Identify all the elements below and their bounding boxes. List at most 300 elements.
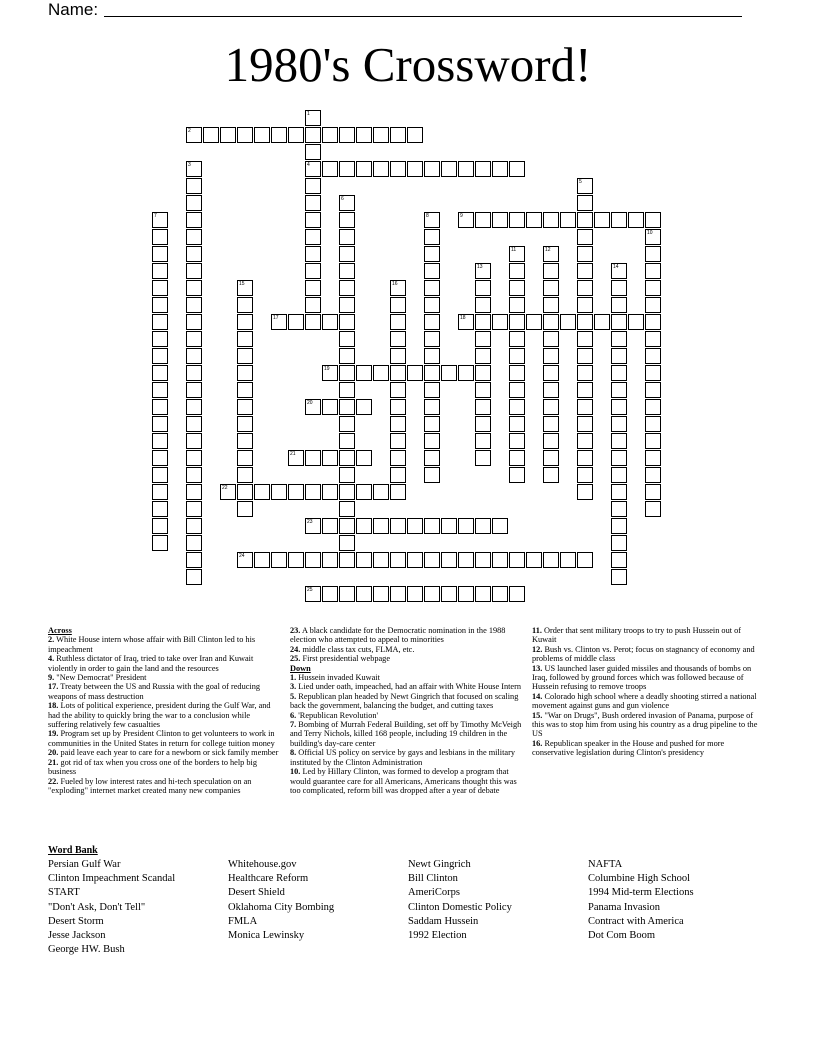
grid-cell[interactable] — [611, 263, 627, 279]
grid-cell[interactable] — [305, 144, 321, 160]
grid-cell[interactable] — [577, 382, 593, 398]
grid-cell[interactable] — [186, 552, 202, 568]
grid-cell[interactable] — [186, 331, 202, 347]
grid-cell[interactable] — [356, 399, 372, 415]
grid-cell[interactable] — [424, 348, 440, 364]
grid-cell[interactable] — [577, 399, 593, 415]
grid-cell[interactable] — [390, 399, 406, 415]
grid-cell[interactable] — [475, 433, 491, 449]
grid-cell[interactable] — [407, 365, 423, 381]
grid-cell[interactable] — [339, 382, 355, 398]
grid-cell[interactable] — [186, 246, 202, 262]
grid-cell[interactable] — [424, 365, 440, 381]
grid-cell[interactable] — [390, 280, 406, 296]
grid-cell[interactable] — [424, 331, 440, 347]
grid-cell[interactable] — [611, 399, 627, 415]
grid-cell[interactable] — [356, 484, 372, 500]
grid-cell[interactable] — [509, 280, 525, 296]
grid-cell[interactable] — [475, 314, 491, 330]
grid-cell[interactable] — [152, 433, 168, 449]
grid-cell[interactable] — [577, 552, 593, 568]
grid-cell[interactable] — [186, 382, 202, 398]
grid-cell[interactable] — [339, 161, 355, 177]
grid-cell[interactable] — [152, 348, 168, 364]
grid-cell[interactable] — [424, 229, 440, 245]
grid-cell[interactable] — [645, 263, 661, 279]
grid-cell[interactable] — [339, 263, 355, 279]
grid-cell[interactable] — [424, 450, 440, 466]
grid-cell[interactable] — [339, 552, 355, 568]
grid-cell[interactable] — [492, 314, 508, 330]
grid-cell[interactable] — [543, 382, 559, 398]
grid-cell[interactable] — [492, 212, 508, 228]
grid-cell[interactable] — [288, 314, 304, 330]
grid-cell[interactable] — [611, 365, 627, 381]
grid-cell[interactable] — [645, 348, 661, 364]
grid-cell[interactable] — [543, 433, 559, 449]
grid-cell[interactable] — [237, 348, 253, 364]
grid-cell[interactable] — [543, 552, 559, 568]
grid-cell[interactable] — [424, 212, 440, 228]
grid-cell[interactable] — [560, 552, 576, 568]
grid-cell[interactable] — [475, 161, 491, 177]
grid-cell[interactable] — [390, 365, 406, 381]
grid-cell[interactable] — [645, 484, 661, 500]
grid-cell[interactable] — [237, 552, 253, 568]
grid-cell[interactable] — [424, 246, 440, 262]
grid-cell[interactable] — [339, 450, 355, 466]
grid-cell[interactable] — [475, 263, 491, 279]
grid-cell[interactable] — [152, 297, 168, 313]
grid-cell[interactable] — [322, 450, 338, 466]
grid-cell[interactable] — [152, 331, 168, 347]
grid-cell[interactable] — [339, 501, 355, 517]
grid-cell[interactable] — [509, 246, 525, 262]
grid-cell[interactable] — [305, 518, 321, 534]
grid-cell[interactable] — [356, 552, 372, 568]
grid-cell[interactable] — [577, 263, 593, 279]
grid-cell[interactable] — [458, 161, 474, 177]
grid-cell[interactable] — [186, 161, 202, 177]
grid-cell[interactable] — [424, 416, 440, 432]
grid-cell[interactable] — [186, 467, 202, 483]
grid-cell[interactable] — [441, 552, 457, 568]
grid-cell[interactable] — [186, 399, 202, 415]
grid-cell[interactable] — [509, 433, 525, 449]
grid-cell[interactable] — [305, 450, 321, 466]
grid-cell[interactable] — [458, 518, 474, 534]
grid-cell[interactable] — [186, 501, 202, 517]
grid-cell[interactable] — [611, 535, 627, 551]
grid-cell[interactable] — [152, 484, 168, 500]
grid-cell[interactable] — [475, 280, 491, 296]
grid-cell[interactable] — [492, 586, 508, 602]
grid-cell[interactable] — [509, 382, 525, 398]
grid-cell[interactable] — [237, 484, 253, 500]
grid-cell[interactable] — [611, 450, 627, 466]
grid-cell[interactable] — [305, 178, 321, 194]
grid-cell[interactable] — [424, 297, 440, 313]
grid-cell[interactable] — [645, 314, 661, 330]
grid-cell[interactable] — [339, 195, 355, 211]
grid-cell[interactable] — [390, 127, 406, 143]
grid-cell[interactable] — [305, 110, 321, 126]
grid-cell[interactable] — [390, 450, 406, 466]
grid-cell[interactable] — [390, 314, 406, 330]
grid-cell[interactable] — [492, 161, 508, 177]
grid-cell[interactable] — [237, 297, 253, 313]
grid-cell[interactable] — [475, 348, 491, 364]
grid-cell[interactable] — [186, 348, 202, 364]
grid-cell[interactable] — [356, 450, 372, 466]
grid-cell[interactable] — [577, 467, 593, 483]
grid-cell[interactable] — [339, 467, 355, 483]
grid-cell[interactable] — [339, 586, 355, 602]
grid-cell[interactable] — [577, 212, 593, 228]
grid-cell[interactable] — [543, 450, 559, 466]
grid-cell[interactable] — [373, 365, 389, 381]
grid-cell[interactable] — [152, 416, 168, 432]
grid-cell[interactable] — [645, 212, 661, 228]
grid-cell[interactable] — [543, 246, 559, 262]
grid-cell[interactable] — [560, 212, 576, 228]
grid-cell[interactable] — [339, 314, 355, 330]
grid-cell[interactable] — [237, 501, 253, 517]
grid-cell[interactable] — [152, 450, 168, 466]
grid-cell[interactable] — [611, 297, 627, 313]
grid-cell[interactable] — [305, 127, 321, 143]
grid-cell[interactable] — [339, 246, 355, 262]
grid-cell[interactable] — [305, 399, 321, 415]
grid-cell[interactable] — [543, 399, 559, 415]
grid-cell[interactable] — [390, 348, 406, 364]
grid-cell[interactable] — [339, 127, 355, 143]
grid-cell[interactable] — [339, 399, 355, 415]
grid-cell[interactable] — [611, 382, 627, 398]
grid-cell[interactable] — [543, 467, 559, 483]
grid-cell[interactable] — [288, 484, 304, 500]
grid-cell[interactable] — [237, 280, 253, 296]
grid-cell[interactable] — [356, 127, 372, 143]
grid-cell[interactable] — [424, 433, 440, 449]
grid-cell[interactable] — [152, 467, 168, 483]
grid-cell[interactable] — [390, 433, 406, 449]
grid-cell[interactable] — [373, 127, 389, 143]
grid-cell[interactable] — [424, 552, 440, 568]
grid-cell[interactable] — [475, 518, 491, 534]
grid-cell[interactable] — [611, 314, 627, 330]
grid-cell[interactable] — [543, 365, 559, 381]
grid-cell[interactable] — [475, 586, 491, 602]
grid-cell[interactable] — [611, 484, 627, 500]
grid-cell[interactable] — [628, 212, 644, 228]
grid-cell[interactable] — [305, 161, 321, 177]
grid-cell[interactable] — [152, 382, 168, 398]
grid-cell[interactable] — [339, 348, 355, 364]
grid-cell[interactable] — [424, 382, 440, 398]
grid-cell[interactable] — [339, 518, 355, 534]
grid-cell[interactable] — [475, 450, 491, 466]
grid-cell[interactable] — [220, 127, 236, 143]
grid-cell[interactable] — [390, 297, 406, 313]
grid-cell[interactable] — [543, 297, 559, 313]
grid-cell[interactable] — [186, 484, 202, 500]
grid-cell[interactable] — [577, 229, 593, 245]
grid-cell[interactable] — [509, 416, 525, 432]
grid-cell[interactable] — [509, 297, 525, 313]
grid-cell[interactable] — [611, 467, 627, 483]
grid-cell[interactable] — [356, 518, 372, 534]
grid-cell[interactable] — [577, 365, 593, 381]
grid-cell[interactable] — [356, 586, 372, 602]
grid-cell[interactable] — [543, 263, 559, 279]
grid-cell[interactable] — [577, 433, 593, 449]
grid-cell[interactable] — [475, 399, 491, 415]
grid-cell[interactable] — [152, 246, 168, 262]
grid-cell[interactable] — [203, 127, 219, 143]
grid-cell[interactable] — [305, 484, 321, 500]
grid-cell[interactable] — [577, 348, 593, 364]
grid-cell[interactable] — [305, 280, 321, 296]
grid-cell[interactable] — [594, 212, 610, 228]
grid-cell[interactable] — [611, 280, 627, 296]
grid-cell[interactable] — [645, 416, 661, 432]
grid-cell[interactable] — [543, 348, 559, 364]
grid-cell[interactable] — [322, 314, 338, 330]
grid-cell[interactable] — [475, 416, 491, 432]
grid-cell[interactable] — [152, 518, 168, 534]
grid-cell[interactable] — [237, 331, 253, 347]
grid-cell[interactable] — [526, 552, 542, 568]
grid-cell[interactable] — [611, 212, 627, 228]
grid-cell[interactable] — [152, 535, 168, 551]
grid-cell[interactable] — [577, 246, 593, 262]
grid-cell[interactable] — [288, 552, 304, 568]
grid-cell[interactable] — [441, 365, 457, 381]
grid-cell[interactable] — [645, 297, 661, 313]
grid-cell[interactable] — [390, 161, 406, 177]
grid-cell[interactable] — [305, 263, 321, 279]
grid-cell[interactable] — [543, 331, 559, 347]
grid-cell[interactable] — [152, 399, 168, 415]
grid-cell[interactable] — [509, 586, 525, 602]
grid-cell[interactable] — [186, 314, 202, 330]
grid-cell[interactable] — [458, 586, 474, 602]
grid-cell[interactable] — [322, 161, 338, 177]
grid-cell[interactable] — [509, 552, 525, 568]
grid-cell[interactable] — [645, 365, 661, 381]
grid-cell[interactable] — [407, 586, 423, 602]
grid-cell[interactable] — [424, 263, 440, 279]
grid-cell[interactable] — [322, 552, 338, 568]
grid-cell[interactable] — [407, 127, 423, 143]
grid-cell[interactable] — [186, 433, 202, 449]
grid-cell[interactable] — [237, 365, 253, 381]
grid-cell[interactable] — [339, 229, 355, 245]
grid-cell[interactable] — [339, 484, 355, 500]
grid-cell[interactable] — [441, 586, 457, 602]
grid-cell[interactable] — [509, 161, 525, 177]
grid-cell[interactable] — [254, 552, 270, 568]
grid-cell[interactable] — [560, 314, 576, 330]
grid-cell[interactable] — [339, 433, 355, 449]
grid-cell[interactable] — [305, 229, 321, 245]
grid-cell[interactable] — [611, 331, 627, 347]
grid-cell[interactable] — [152, 229, 168, 245]
grid-cell[interactable] — [441, 518, 457, 534]
grid-cell[interactable] — [322, 127, 338, 143]
grid-cell[interactable] — [509, 212, 525, 228]
grid-cell[interactable] — [356, 365, 372, 381]
grid-cell[interactable] — [611, 433, 627, 449]
grid-cell[interactable] — [339, 212, 355, 228]
grid-cell[interactable] — [424, 161, 440, 177]
grid-cell[interactable] — [288, 127, 304, 143]
grid-cell[interactable] — [305, 314, 321, 330]
grid-cell[interactable] — [186, 569, 202, 585]
grid-cell[interactable] — [509, 467, 525, 483]
grid-cell[interactable] — [186, 127, 202, 143]
grid-cell[interactable] — [390, 331, 406, 347]
grid-cell[interactable] — [305, 552, 321, 568]
grid-cell[interactable] — [611, 348, 627, 364]
grid-cell[interactable] — [271, 127, 287, 143]
grid-cell[interactable] — [322, 399, 338, 415]
grid-cell[interactable] — [475, 382, 491, 398]
grid-cell[interactable] — [339, 535, 355, 551]
grid-cell[interactable] — [237, 433, 253, 449]
grid-cell[interactable] — [322, 484, 338, 500]
grid-cell[interactable] — [271, 484, 287, 500]
grid-cell[interactable] — [390, 382, 406, 398]
grid-cell[interactable] — [305, 586, 321, 602]
grid-cell[interactable] — [475, 331, 491, 347]
grid-cell[interactable] — [543, 280, 559, 296]
grid-cell[interactable] — [611, 552, 627, 568]
grid-cell[interactable] — [390, 518, 406, 534]
grid-cell[interactable] — [645, 450, 661, 466]
grid-cell[interactable] — [577, 314, 593, 330]
grid-cell[interactable] — [611, 416, 627, 432]
grid-cell[interactable] — [424, 586, 440, 602]
grid-cell[interactable] — [645, 433, 661, 449]
grid-cell[interactable] — [509, 314, 525, 330]
grid-cell[interactable] — [611, 569, 627, 585]
grid-cell[interactable] — [186, 450, 202, 466]
grid-cell[interactable] — [577, 297, 593, 313]
grid-cell[interactable] — [186, 280, 202, 296]
grid-cell[interactable] — [611, 518, 627, 534]
grid-cell[interactable] — [373, 484, 389, 500]
grid-cell[interactable] — [373, 552, 389, 568]
grid-cell[interactable] — [237, 416, 253, 432]
grid-cell[interactable] — [441, 161, 457, 177]
grid-cell[interactable] — [356, 161, 372, 177]
grid-cell[interactable] — [390, 586, 406, 602]
grid-cell[interactable] — [594, 314, 610, 330]
grid-cell[interactable] — [475, 297, 491, 313]
grid-cell[interactable] — [390, 416, 406, 432]
grid-cell[interactable] — [458, 212, 474, 228]
grid-cell[interactable] — [509, 399, 525, 415]
grid-cell[interactable] — [407, 161, 423, 177]
grid-cell[interactable] — [237, 399, 253, 415]
grid-cell[interactable] — [645, 501, 661, 517]
grid-cell[interactable] — [475, 552, 491, 568]
grid-cell[interactable] — [543, 314, 559, 330]
grid-cell[interactable] — [407, 518, 423, 534]
grid-cell[interactable] — [305, 195, 321, 211]
grid-cell[interactable] — [543, 416, 559, 432]
grid-cell[interactable] — [305, 246, 321, 262]
grid-cell[interactable] — [186, 212, 202, 228]
grid-cell[interactable] — [152, 263, 168, 279]
grid-cell[interactable] — [237, 450, 253, 466]
grid-cell[interactable] — [186, 263, 202, 279]
grid-cell[interactable] — [152, 314, 168, 330]
grid-cell[interactable] — [645, 280, 661, 296]
grid-cell[interactable] — [628, 314, 644, 330]
grid-cell[interactable] — [237, 314, 253, 330]
grid-cell[interactable] — [186, 365, 202, 381]
grid-cell[interactable] — [186, 535, 202, 551]
grid-cell[interactable] — [543, 212, 559, 228]
grid-cell[interactable] — [509, 365, 525, 381]
grid-cell[interactable] — [339, 365, 355, 381]
grid-cell[interactable] — [407, 552, 423, 568]
grid-cell[interactable] — [339, 297, 355, 313]
grid-cell[interactable] — [186, 416, 202, 432]
grid-cell[interactable] — [475, 212, 491, 228]
grid-cell[interactable] — [424, 314, 440, 330]
grid-cell[interactable] — [237, 127, 253, 143]
grid-cell[interactable] — [509, 263, 525, 279]
grid-cell[interactable] — [288, 450, 304, 466]
grid-cell[interactable] — [305, 212, 321, 228]
grid-cell[interactable] — [645, 399, 661, 415]
grid-cell[interactable] — [611, 501, 627, 517]
grid-cell[interactable] — [509, 331, 525, 347]
grid-cell[interactable] — [458, 365, 474, 381]
grid-cell[interactable] — [390, 552, 406, 568]
grid-cell[interactable] — [390, 484, 406, 500]
grid-cell[interactable] — [373, 161, 389, 177]
grid-cell[interactable] — [152, 280, 168, 296]
grid-cell[interactable] — [186, 229, 202, 245]
grid-cell[interactable] — [271, 314, 287, 330]
grid-cell[interactable] — [339, 280, 355, 296]
grid-cell[interactable] — [424, 399, 440, 415]
grid-cell[interactable] — [152, 501, 168, 517]
grid-cell[interactable] — [339, 331, 355, 347]
grid-cell[interactable] — [424, 280, 440, 296]
grid-cell[interactable] — [645, 229, 661, 245]
grid-cell[interactable] — [305, 297, 321, 313]
grid-cell[interactable] — [186, 518, 202, 534]
grid-cell[interactable] — [424, 467, 440, 483]
grid-cell[interactable] — [254, 127, 270, 143]
grid-cell[interactable] — [475, 365, 491, 381]
grid-cell[interactable] — [237, 382, 253, 398]
grid-cell[interactable] — [237, 467, 253, 483]
grid-cell[interactable] — [577, 331, 593, 347]
grid-cell[interactable] — [577, 178, 593, 194]
grid-cell[interactable] — [645, 467, 661, 483]
grid-cell[interactable] — [322, 586, 338, 602]
grid-cell[interactable] — [526, 212, 542, 228]
grid-cell[interactable] — [373, 518, 389, 534]
grid-cell[interactable] — [186, 297, 202, 313]
